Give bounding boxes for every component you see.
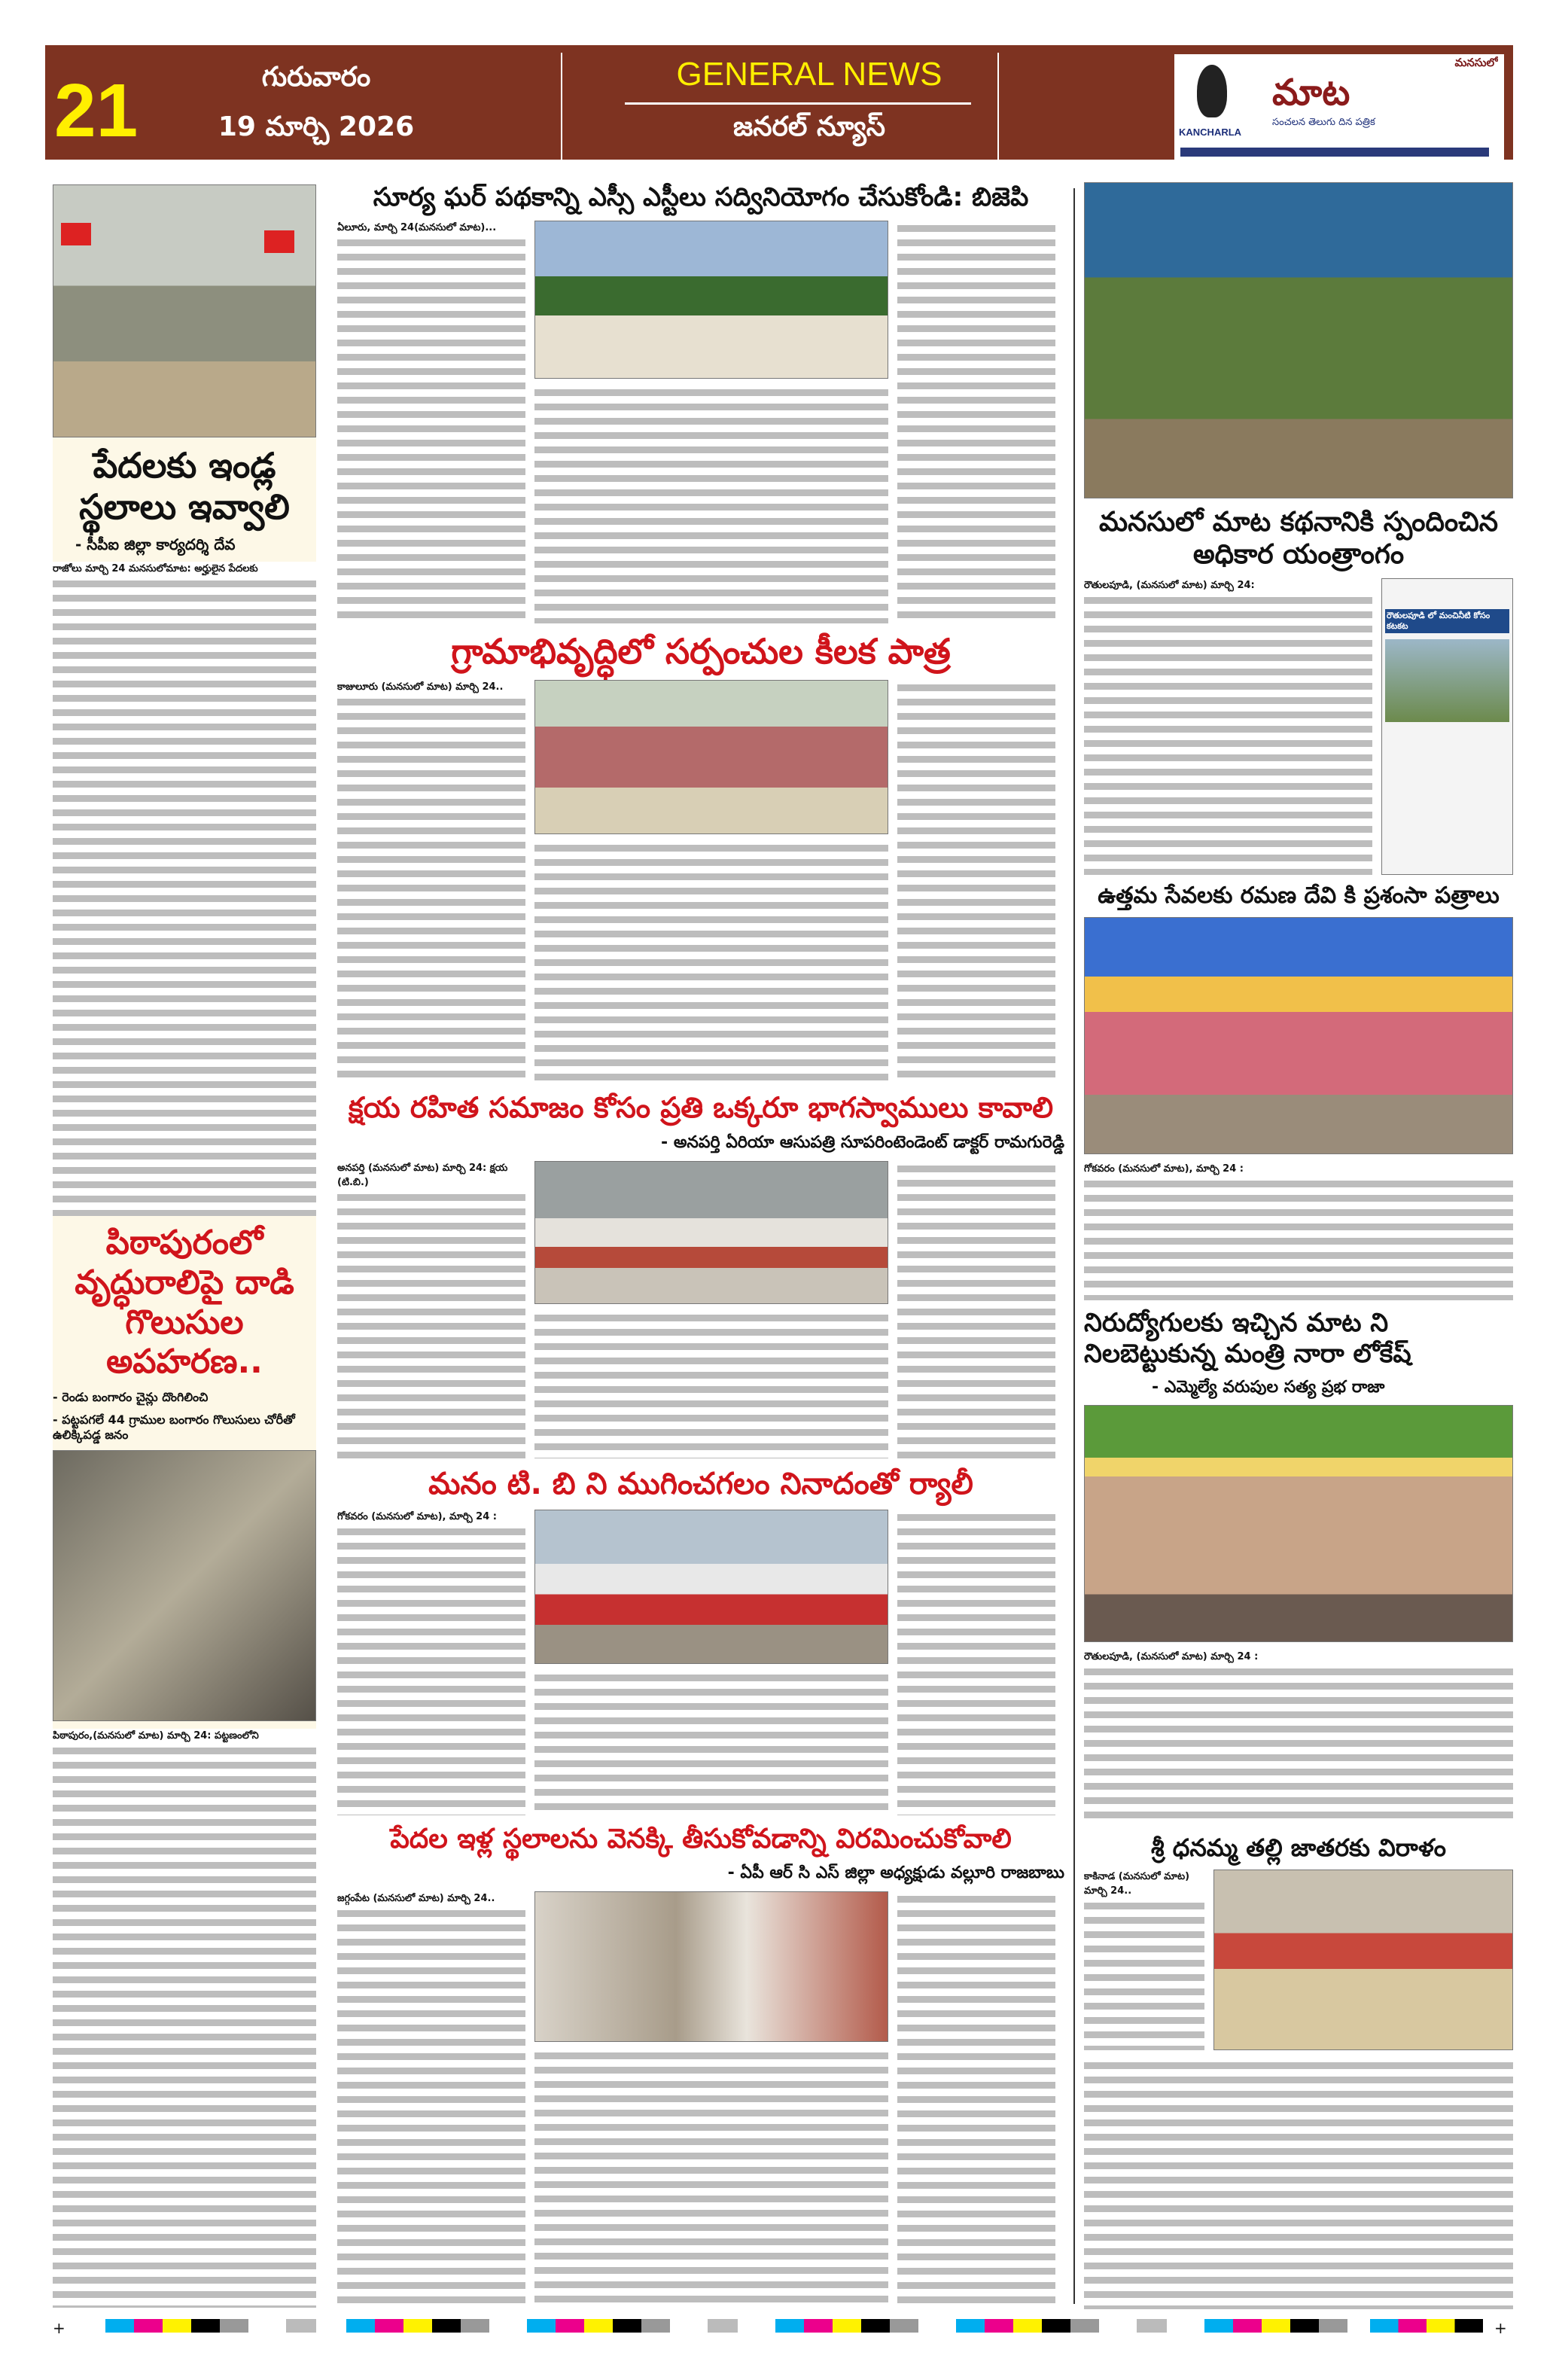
section-title-te: జనరల్ న్యూస్ <box>732 111 886 142</box>
swatch <box>775 2319 918 2333</box>
column-rule <box>1073 188 1075 2304</box>
registration-mark: + <box>1494 2319 1507 2337</box>
article-lead: రౌతులపూడి, (మనసులో మాట) మార్చి 24 : <box>1084 1650 1513 1664</box>
middle-column <box>337 182 1064 2309</box>
divider <box>625 102 971 105</box>
article-lead: గోకవరం (మనసులో మాట), మార్చి 24 : <box>1084 1162 1513 1176</box>
article-body <box>1084 2058 1513 2309</box>
headline: పేదలకు ఇండ్ల స్థలాలు ఇవ్వాలి <box>79 445 290 528</box>
article-photo <box>53 184 316 437</box>
swatch <box>527 2319 670 2333</box>
article-body <box>897 221 1055 623</box>
article-photo <box>1084 917 1513 1154</box>
logo-tagline: సంచలన తెలుగు దిన పత్రిక <box>1272 117 1375 128</box>
portrait-icon <box>1197 65 1227 117</box>
article-body <box>1084 1870 1204 2050</box>
swatch <box>105 2319 248 2333</box>
article-lead: రౌతులపూడి, (మనసులో మాట) మార్చి 24: <box>1084 578 1372 593</box>
article-photo <box>1084 182 1513 498</box>
article-body <box>897 1891 1055 2309</box>
headline: మనసులో మాట కథనానికి స్పందించిన అధికార యంత్రాంగం <box>1099 507 1498 571</box>
article-lead: కాకినాడ (మనసులో మాట) మార్చి 24.. <box>1084 1870 1204 1898</box>
flag-icon <box>264 230 294 253</box>
article-body <box>897 680 1055 1083</box>
swatch <box>1370 2319 1483 2333</box>
subheadline: - ఎమ్మెల్యే వరుపుల సత్య ప్రభ రాజా <box>1152 1377 1385 1397</box>
article-photo <box>534 1161 888 1304</box>
article-photo <box>534 680 888 834</box>
left-column <box>53 184 316 2308</box>
newspaper-logo <box>1174 54 1504 160</box>
section-title-en: GENERAL NEWS <box>676 56 942 93</box>
article-body <box>337 1510 525 1815</box>
headline: గ్రామాభివృద్ధిలో సర్పంచుల కీలక పాత్ర <box>451 631 951 672</box>
bullet: - పట్టపగలే 44 గ్రాముల బంగారం గొలుసులు చోరీతో ఉలిక్కిపడ్డ జనం <box>53 1412 295 1443</box>
article-body <box>534 840 888 1083</box>
headline: ఉత్తమ సేవలకు రమణ దేవి కి ప్రశంసా పత్రాలు <box>1098 882 1500 910</box>
divider <box>561 53 562 160</box>
article-photo <box>534 1510 888 1664</box>
clipping-title: రౌతులపూడి లో మంచినీటి కోసం కటకట <box>1385 609 1509 633</box>
date: 19 మార్చి 2026 <box>218 111 415 142</box>
article-photo <box>534 221 888 379</box>
article-body <box>1084 578 1372 875</box>
logo-band <box>1180 148 1489 157</box>
subheadline: - అనపర్తి ఏరియా ఆసుపత్రి సూపరింటెండెంట్ డాక్టర్ రామగురెడ్డి <box>661 1133 1064 1153</box>
article-body <box>534 1670 888 1815</box>
flag-icon <box>61 223 91 245</box>
swatch <box>956 2319 1099 2333</box>
article-lead: కాజులూరు (మనసులో మాట) మార్చి 24.. <box>337 680 525 694</box>
logo-title: మాట <box>1272 72 1350 114</box>
article-lead: అనపర్తి (మనసులో మాట) మార్చి 24: క్షయ (టి.బి.) <box>337 1161 525 1190</box>
article-body <box>337 221 525 623</box>
print-color-bar <box>45 2319 1513 2336</box>
registration-mark: + <box>53 2319 65 2337</box>
clipping-photo <box>1385 639 1509 722</box>
article-photo <box>534 1891 888 2042</box>
right-column <box>1084 182 1513 2309</box>
divider <box>997 53 999 160</box>
headline: పిఠాపురంలో వృద్ధురాలిపై దాడి గొలుసుల అపహరణ.. <box>75 1224 294 1382</box>
masthead <box>45 45 1513 160</box>
headline: నిరుద్యోగులకు ఇచ్చిన మాట ని నిలబెట్టుకున్న మంత్రి నారా లోకేష్ <box>1084 1307 1411 1369</box>
article-body <box>1084 1162 1513 1300</box>
article-lead: జగ్గంపేట (మనసులో మాట) మార్చి 24.. <box>337 1891 525 1906</box>
subheadline: - ఏపీ ఆర్ సి ఎస్ జిల్లా అధ్యక్షుడు వల్లూరి రాజబాబు <box>727 1863 1064 1883</box>
article-photo <box>1213 1870 1513 2050</box>
headline: శ్రీ ధనమ్మ తల్లి జాతరకు విరాళం <box>1150 1833 1447 1862</box>
swatch <box>286 2319 316 2333</box>
headline: పేదల ఇళ్ల స్థలాలను వెనక్కి తీసుకోవడాన్ని విరమించుకోవాలి <box>390 1823 1012 1854</box>
swatch <box>1137 2319 1167 2333</box>
article-body <box>337 1161 525 1458</box>
day: గురువారం <box>261 62 371 93</box>
page-number: 21 <box>54 69 139 153</box>
article-body <box>897 1161 1055 1458</box>
article-body <box>1084 1650 1513 1826</box>
logo-small: మనసులో <box>1454 56 1498 69</box>
article-body <box>534 385 888 623</box>
subheadline: - సీపీఐ జిల్లా కార్యదర్శి దేవ <box>75 535 236 554</box>
article-body <box>897 1510 1055 1815</box>
headline: సూర్య ఘర్ పథకాన్ని ఎస్సీ ఎస్టీలు సద్వినియోగం చేసుకోండి: బిజెపి <box>373 182 1029 212</box>
logo-brand: KANCHARLA <box>1179 126 1242 138</box>
article-body <box>337 680 525 1083</box>
article-lead: ఏలూరు, మార్చి 24(మనసులో మాట)... <box>337 221 525 235</box>
article-lead: పిఠాపురం,(మనసులో మాట) మార్చి 24: పట్టణంలోని <box>53 1729 316 1743</box>
article-body <box>53 562 316 1216</box>
headline: క్షయ రహిత సమాజం కోసం ప్రతి ఒక్కరూ భాగస్వాములు కావాలి <box>348 1090 1054 1124</box>
cctv-photo <box>53 1450 316 1721</box>
article-body <box>534 2048 888 2309</box>
swatch <box>346 2319 489 2333</box>
article-photo <box>1084 1405 1513 1642</box>
article-body <box>53 1729 316 2308</box>
bullet: - రెండు బంగారం చైన్లు దొంగిలించి <box>53 1390 209 1405</box>
article-lead: రాజోలు మార్చి 24 మనసులోమాట: అర్హులైన పేదలకు <box>53 562 316 576</box>
swatch <box>1204 2319 1347 2333</box>
swatch <box>708 2319 738 2333</box>
article-lead: గోకవరం (మనసులో మాట), మార్చి 24 : <box>337 1510 525 1524</box>
news-clipping <box>1381 578 1513 875</box>
article-body <box>337 1891 525 2309</box>
headline: మనం టి. బి ని ముగించగలం నినాదంతో ర్యాలీ <box>428 1467 973 1502</box>
article-body <box>534 1310 888 1458</box>
